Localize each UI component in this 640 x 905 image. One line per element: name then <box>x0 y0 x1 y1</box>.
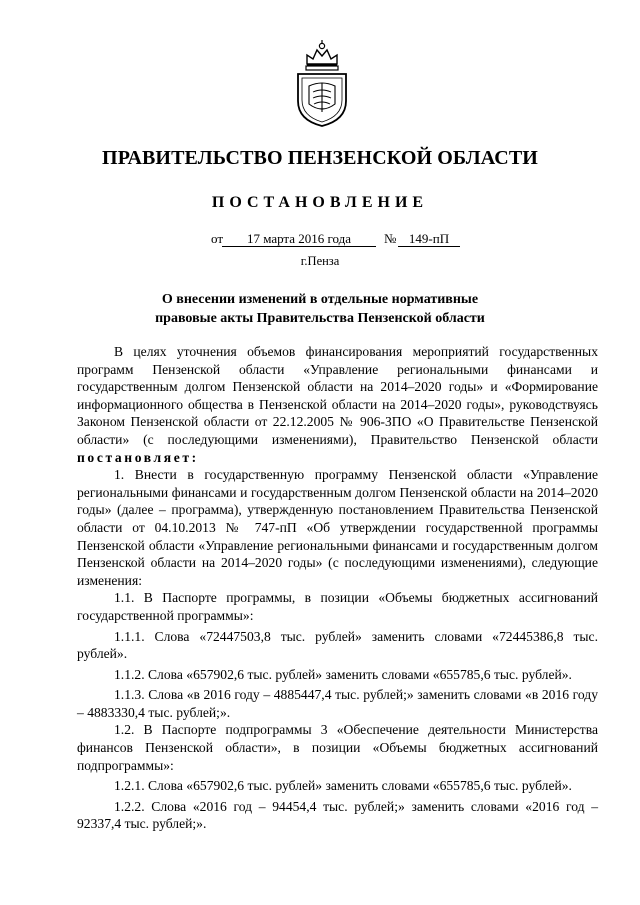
item-paragraph: 1. Внести в государственную программу Пензенской области «Управление региональными финансами и государственным долгом Пензенской области на 2014–2020 годы» (далее – программа), утвержденную постановлением Правительства Пензенской области от 04.10.2013 № 747-пП «Об утверждении государственной программы Пензенской области «Управление региональными финансами и государственным долгом Пензенской области на 2014–2020 годы» (с последующими изменениями), следующие изменения: <box>77 467 598 588</box>
item-paragraph: 1.1. В Паспорте программы, в позиции «Объемы бюджетных ассигнований государственной программы»: <box>77 590 598 623</box>
document-number: 149-пП <box>398 231 460 247</box>
item-paragraph: 1.2. В Паспорте подпрограммы 3 «Обеспечение деятельности Министерства финансов Пензенской области», в позиции «Объемы бюджетных ассигнований подпрограммы»: <box>77 722 598 773</box>
date-number-line <box>0 231 640 249</box>
city: г.Пенза <box>300 254 340 268</box>
document-type: ПОСТАНОВЛЕНИЕ <box>211 194 429 211</box>
organization-title: ПРАВИТЕЛЬСТВО ПЕНЗЕНСКОЙ ОБЛАСТИ <box>102 147 538 169</box>
item-paragraph: 1.2.2. Слова «2016 год – 94454,4 тыс. рублей;» заменить словами «2016 год – 92337,4 тыс. рублей;». <box>77 798 598 832</box>
document-date: 17 марта 2016 года <box>222 231 376 247</box>
subject-line: О внесении изменений в отдельные нормативные <box>161 292 479 307</box>
date-prefix: от <box>211 231 224 246</box>
item-paragraph: 1.1.2. Слова «657902,6 тыс. рублей» заменить словами «655785,6 тыс. рублей». <box>114 666 572 682</box>
item-paragraph: 1.1.1. Слова «72447503,8 тыс. рублей» заменить словами «72445386,8 тыс. рублей». <box>77 628 598 662</box>
resolves-keyword: постановляет: <box>77 449 199 465</box>
coat-of-arms-emblem <box>293 38 351 128</box>
document-subject <box>0 290 640 328</box>
preamble-paragraph <box>77 343 598 466</box>
item-paragraph: 1.2.1. Слова «657902,6 тыс. рублей» заменить словами «655785,6 тыс. рублей». <box>114 778 572 794</box>
number-sign: № <box>384 231 397 246</box>
item-paragraph: 1.1.3. Слова «в 2016 году – 4885447,4 тыс. рублей;» заменить словами «в 2016 году – 4883330,4 тыс. рублей;». <box>77 687 598 720</box>
preamble-text: В целях уточнения объемов финансирования мероприятий государственных программ Пензенской области «Управление региональными финансами и государственным долгом Пензенской области на 2014–2020 годы» и «Формирование информационного общества в Пензенской области на 2014–2020 годы», руководствуясь Законом Пензенской области от 22.12.2005 № 906-ЗПО «О Правительстве Пензенской области» (с последующими изменениями), Правительство Пензенской области <box>77 344 598 447</box>
subject-line: правовые акты Правительства Пензенской области <box>155 311 485 326</box>
document-body <box>77 343 598 833</box>
